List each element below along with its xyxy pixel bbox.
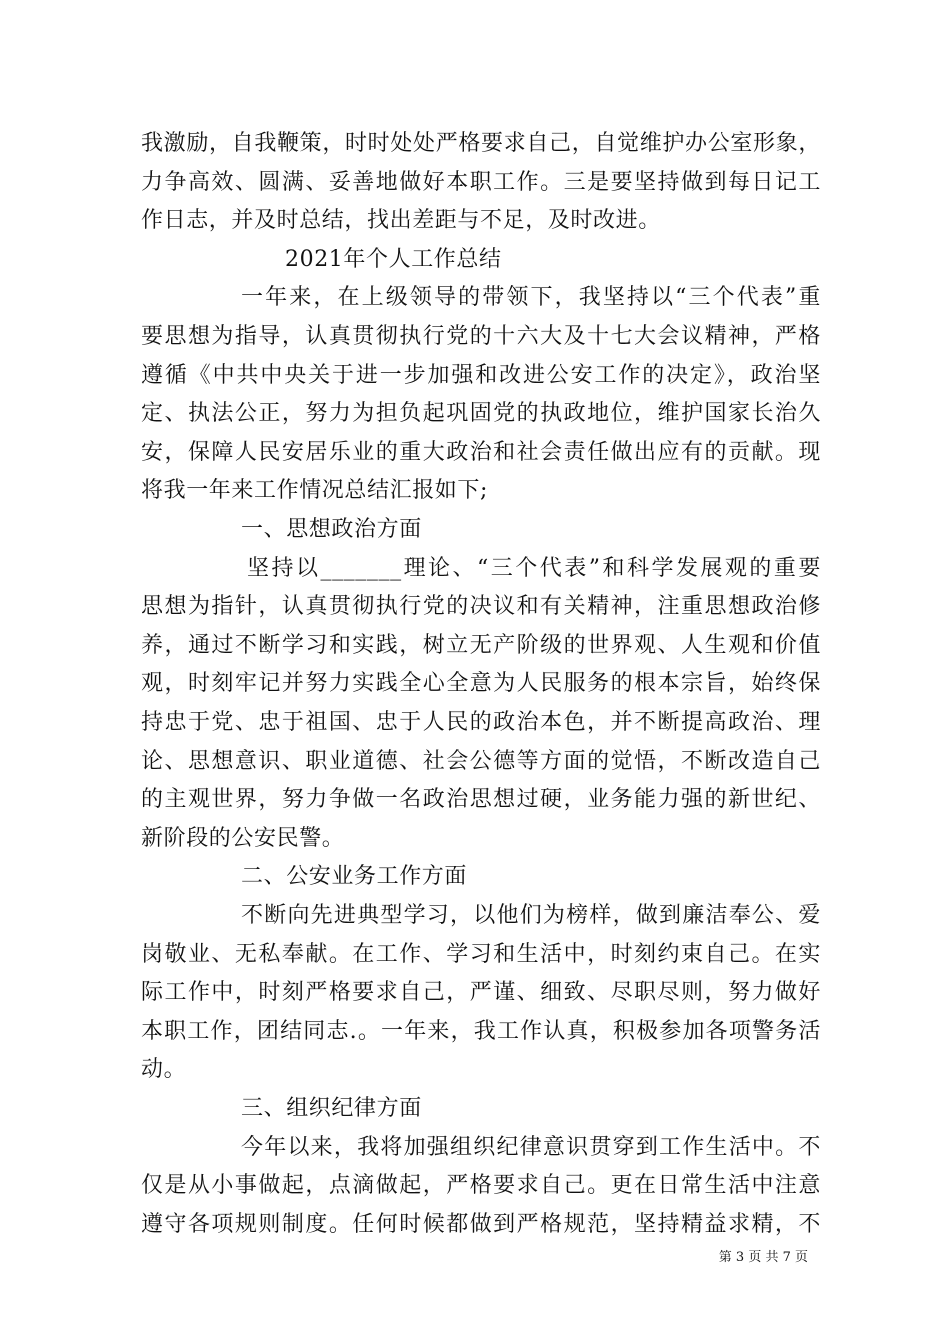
text-line: 不断向先进典型学习，以他们为榜样，做到廉洁奉公、爱 (241, 903, 821, 928)
text-line: 定、执法公正，努力为担负起巩固党的执政地位，维护国家长治久 (141, 401, 821, 426)
text-line: 遵守各项规则制度。任何时候都做到严格规范，坚持精益求精，不 (141, 1212, 821, 1237)
text-line: 一、思想政治方面 (241, 517, 422, 542)
text-line: 仅是从小事做起，点滴做起，严格要求自己。更在日常生活中注意 (141, 1173, 821, 1198)
text-line: 动。 (141, 1057, 187, 1082)
text-line: 今年以来，我将加强组织纪律意识贯穿到工作生活中。不 (241, 1135, 821, 1160)
text-line: 持忠于党、忠于祖国、忠于人民的政治本色，并不断提高政治、理 (141, 710, 821, 735)
text-line: 我激励，自我鞭策，时时处处严格要求自己，自觉维护办公室形象， (141, 131, 821, 156)
text-line: 坚持以_______理论、“三个代表”和科学发展观的重要 (247, 556, 821, 581)
page-number-footer: 第 3 页 共 7 页 (718, 1250, 808, 1265)
text-line: 一年来，在上级领导的带领下，我坚持以“三个代表”重 (241, 285, 821, 310)
text-line: 安，保障人民安居乐业的重大政治和社会责任做出应有的贡献。现 (141, 440, 821, 465)
text-line: 养，通过不断学习和实践，树立无产阶级的世界观、人生观和价值 (141, 633, 821, 658)
text-line: 际工作中，时刻严格要求自己，严谨、细致、尽职尽则，努力做好 (141, 980, 821, 1005)
text-line: 本职工作，团结同志.。一年来，我工作认真，积极参加各项警务活 (141, 1019, 821, 1044)
text-line: 遵循《中共中央关于进一步加强和改进公安工作的决定》，政治坚 (141, 363, 821, 388)
text-line: 2021年个人工作总结 (285, 247, 502, 272)
text-line: 二、公安业务工作方面 (241, 864, 468, 889)
text-line: 力争高效、圆满、妥善地做好本职工作。三是要坚持做到每日记工 (141, 170, 821, 195)
text-line: 新阶段的公安民警。 (141, 826, 345, 851)
text-line: 将我一年来工作情况总结汇报如下; (141, 478, 489, 503)
text-line: 观，时刻牢记并努力实践全心全意为人民服务的根本宗旨，始终保 (141, 671, 821, 696)
text-line: 要思想为指导，认真贯彻执行党的十六大及十七大会议精神，严格 (141, 324, 821, 349)
text-line: 思想为指针，认真贯彻执行党的决议和有关精神，注重思想政治修 (141, 594, 821, 619)
text-line: 作日志，并及时总结，找出差距与不足，及时改进。 (141, 208, 661, 233)
text-line: 三、组织纪律方面 (241, 1096, 422, 1121)
text-line: 的主观世界，努力争做一名政治思想过硬，业务能力强的新世纪、 (141, 787, 821, 812)
text-line: 论、思想意识、职业道德、社会公德等方面的觉悟，不断改造自己 (141, 749, 821, 774)
text-line: 岗敬业、无私奉献。在工作、学习和生活中，时刻约束自己。在实 (141, 942, 821, 967)
